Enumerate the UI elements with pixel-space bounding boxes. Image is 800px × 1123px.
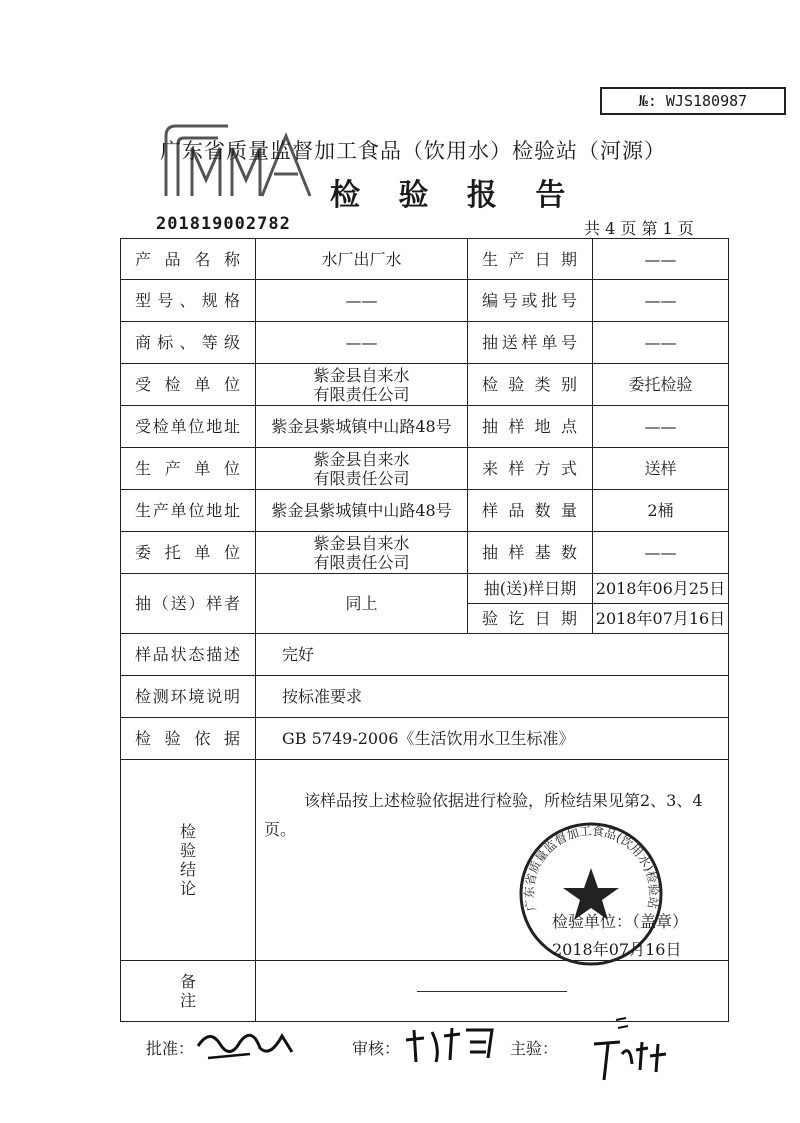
- table-row: [121, 364, 729, 406]
- field-label: 样品状态描述: [121, 634, 256, 676]
- tester-signature: [586, 1014, 676, 1084]
- sample-delivery-value: 送样: [593, 448, 729, 490]
- table-row: [121, 718, 729, 760]
- field-label: 检验类别: [468, 364, 593, 406]
- production-date-value: ——: [593, 239, 729, 280]
- table-row: [121, 490, 729, 532]
- approver-signature: [190, 1018, 300, 1068]
- field-label: 受检单位地址: [121, 406, 256, 448]
- field-label: 样品数量: [468, 490, 593, 532]
- field-label: 验讫日期: [468, 604, 593, 634]
- inspected-unit-address-value: 紫金县紫城镇中山路48号: [256, 406, 468, 448]
- field-label: 抽样基数: [468, 532, 593, 574]
- inspection-basis-value: GB 5749-2006《生活饮用水卫生标准》: [256, 718, 729, 760]
- approver-label: 批准：: [146, 1039, 195, 1058]
- report-title: 检 验 报 告: [330, 178, 580, 213]
- svg-text:CMA: CMA: [162, 200, 165, 201]
- table-row: [121, 406, 729, 448]
- field-label: 抽（送）样者: [121, 574, 256, 634]
- reviewer-label: 审核：: [352, 1039, 401, 1058]
- environment-value: 按标准要求: [256, 676, 729, 718]
- field-label: 生产单位: [121, 448, 256, 490]
- field-label: 检验依据: [121, 718, 256, 760]
- table-row: [121, 676, 729, 718]
- report-number: №: WJS180987: [600, 87, 786, 115]
- field-label: 受检单位: [121, 364, 256, 406]
- sampling-base-value: ——: [593, 532, 729, 574]
- table-row: [121, 634, 729, 676]
- table-row: [121, 532, 729, 574]
- sample-quantity-value: 2桶: [593, 490, 729, 532]
- reviewer-signature: [400, 1018, 500, 1068]
- conclusion-cell: [256, 760, 729, 961]
- product-name-value: 水厂出厂水: [256, 239, 468, 280]
- svg-text:广东省质量监督加工食品(饮用水)检验站: 广东省质量监督加工食品(饮用水)检验站: [522, 823, 661, 913]
- batch-number-value: ——: [593, 280, 729, 322]
- table-row: [121, 961, 729, 1022]
- cma-certificate-number: 201819002782: [156, 214, 291, 234]
- remarks-label: 备 注: [121, 961, 256, 1022]
- inspection-unit: 检验单位：（盖章）: [552, 912, 689, 931]
- table-row: [121, 280, 729, 322]
- conclusion-label: 检 验 结 论: [121, 760, 256, 961]
- field-label: 商标、等级: [121, 322, 256, 364]
- field-label: 抽送样单号: [468, 322, 593, 364]
- remarks-value: [256, 961, 729, 1022]
- field-label: 抽(送)样日期: [468, 574, 593, 604]
- inspected-unit-value: 紫金县自来水 有限责任公司: [256, 364, 468, 406]
- sampling-location-value: ——: [593, 406, 729, 448]
- field-label: 编号或批号: [468, 280, 593, 322]
- model-spec-value: ——: [256, 280, 468, 322]
- sampling-date-value: 2018年06月25日: [593, 574, 729, 604]
- field-label: 委托单位: [121, 532, 256, 574]
- tester-label: 主验：: [510, 1039, 559, 1058]
- field-label: 检测环境说明: [121, 676, 256, 718]
- sampler-value: 同上: [256, 574, 468, 634]
- table-row: [121, 574, 729, 604]
- table-row: [121, 448, 729, 490]
- field-label: 生产日期: [468, 239, 593, 280]
- sample-order-value: ——: [593, 322, 729, 364]
- report-form-table: [120, 238, 729, 1022]
- table-row: [121, 239, 729, 280]
- field-label: 来样方式: [468, 448, 593, 490]
- producer-value: 紫金县自来水 有限责任公司: [256, 448, 468, 490]
- client-value: 紫金县自来水 有限责任公司: [256, 532, 468, 574]
- field-label: 产品名称: [121, 239, 256, 280]
- producer-address-value: 紫金县紫城镇中山路48号: [256, 490, 468, 532]
- brand-grade-value: ——: [256, 322, 468, 364]
- field-label: 型号、规格: [121, 280, 256, 322]
- table-row: [121, 322, 729, 364]
- inspection-station-name: 广东省质量监督加工食品（饮用水）检验站（河源）: [160, 139, 666, 163]
- conclusion-text: 该样品按上述检验依据进行检验，所检结果见第2、3、4页。: [264, 791, 703, 839]
- field-label: 生产单位地址: [121, 490, 256, 532]
- page-info: 共 4 页 第 1 页: [584, 219, 694, 238]
- inspection-type-value: 委托检验: [593, 364, 729, 406]
- conclusion-date: 2018年07月16日: [552, 940, 682, 959]
- field-label: 抽样地点: [468, 406, 593, 448]
- sample-state-value: 完好: [256, 634, 729, 676]
- verification-date-value: 2018年07月16日: [593, 604, 729, 634]
- table-row: [121, 760, 729, 961]
